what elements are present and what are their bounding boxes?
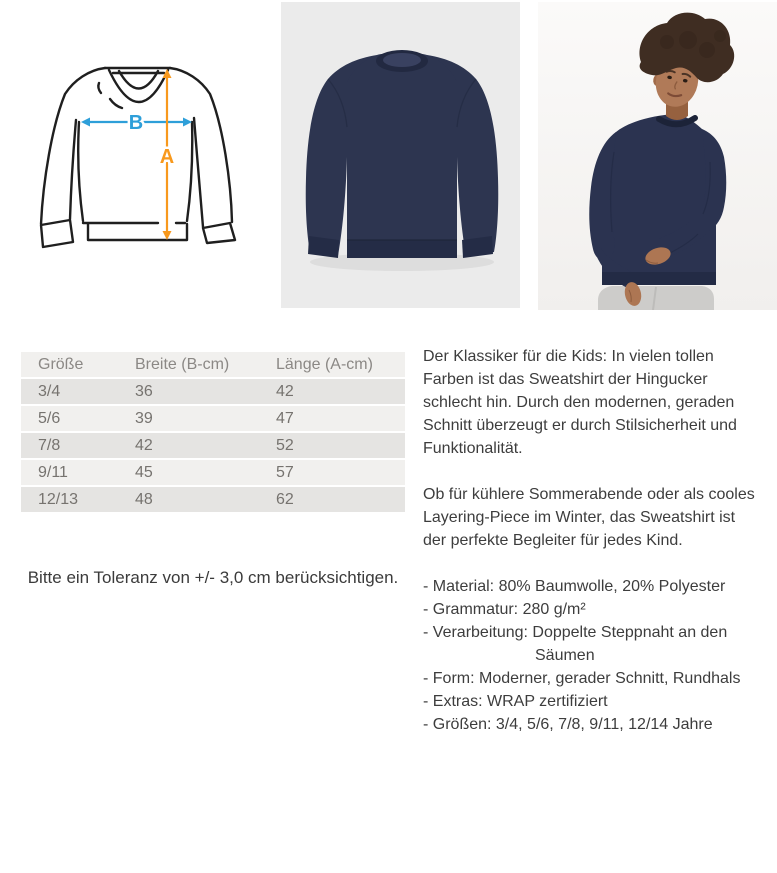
product-photo-flat[interactable]: [281, 2, 520, 308]
description-line: Schnitt überzeugt er durch Stilsicherheit und: [423, 417, 737, 434]
table-cell: 39: [135, 406, 276, 431]
description-line: Farben ist das Sweatshirt der Hingucker: [423, 371, 708, 388]
description-line: Funktionalität.: [423, 440, 523, 457]
flat-sweatshirt-image: [281, 2, 520, 308]
table-cell: 42: [135, 433, 276, 458]
description-line: Der Klassiker für die Kids: In vielen tollen: [423, 348, 714, 365]
table-cell: 7/8: [21, 433, 135, 458]
tolerance-note: Bitte ein Toleranz von +/- 3,0 cm berücksichtigen.: [27, 568, 399, 587]
description-line: - Material: 80% Baumwolle, 20% Polyester: [423, 578, 726, 595]
table-cell: 57: [276, 460, 405, 485]
width-arrow-icon: [81, 112, 192, 134]
table-row: [21, 406, 405, 431]
description-line: - Verarbeitung: Doppelte Steppnaht an den: [423, 624, 728, 641]
sweatshirt-outline: [41, 68, 235, 247]
table-row: [21, 433, 405, 458]
table-cell: 45: [135, 460, 276, 485]
table-cell: 9/11: [21, 460, 135, 485]
size-diagram: [37, 56, 243, 252]
length-arrow-icon: [160, 69, 174, 240]
table-row: [21, 379, 405, 404]
column-header: Länge (A-cm): [276, 352, 405, 377]
description-line: - Grammatur: 280 g/m²: [423, 601, 586, 618]
description-line: - Größen: 3/4, 5/6, 7/8, 9/11, 12/14 Jahre: [423, 716, 713, 733]
product-description: [423, 345, 777, 736]
column-header: Breite (B-cm): [135, 352, 276, 377]
sweatshirt-outline-drawing: [37, 56, 243, 252]
description-paragraph: [423, 575, 777, 736]
flat-sweatshirt: [306, 53, 499, 258]
table-cell: 42: [276, 379, 405, 404]
product-photo-model[interactable]: [538, 2, 777, 310]
table-cell: 48: [135, 487, 276, 512]
width-label: B: [128, 112, 144, 134]
description-line: Layering-Piece im Winter, das Sweatshirt ist: [423, 509, 736, 526]
table-cell: 5/6: [21, 406, 135, 431]
description-line: schlecht hin. Durch den modernen, geraden: [423, 394, 735, 411]
table-cell: 12/13: [21, 487, 135, 512]
model-boy-image: [538, 2, 777, 310]
description-line: - Extras: WRAP zertifiziert: [423, 693, 608, 710]
description-line: - Form: Moderner, gerader Schnitt, Rundhals: [423, 670, 741, 687]
table-row: [21, 460, 405, 485]
size-table: [21, 350, 405, 514]
description-line: der perfekte Begleiter für jedes Kind.: [423, 532, 683, 549]
description-line: Säumen: [535, 647, 595, 664]
table-row: [21, 487, 405, 512]
length-label: A: [159, 146, 175, 168]
description-paragraph: [423, 483, 777, 552]
description-line: Ob für kühlere Sommerabende oder als cooles: [423, 486, 755, 503]
table-cell: 52: [276, 433, 405, 458]
table-cell: 62: [276, 487, 405, 512]
table-cell: 36: [135, 379, 276, 404]
model-pants: [598, 286, 714, 310]
table-cell: 47: [276, 406, 405, 431]
description-paragraph: [423, 345, 777, 460]
table-header-row: [21, 352, 405, 377]
column-header: Größe: [21, 352, 135, 377]
table-cell: 3/4: [21, 379, 135, 404]
